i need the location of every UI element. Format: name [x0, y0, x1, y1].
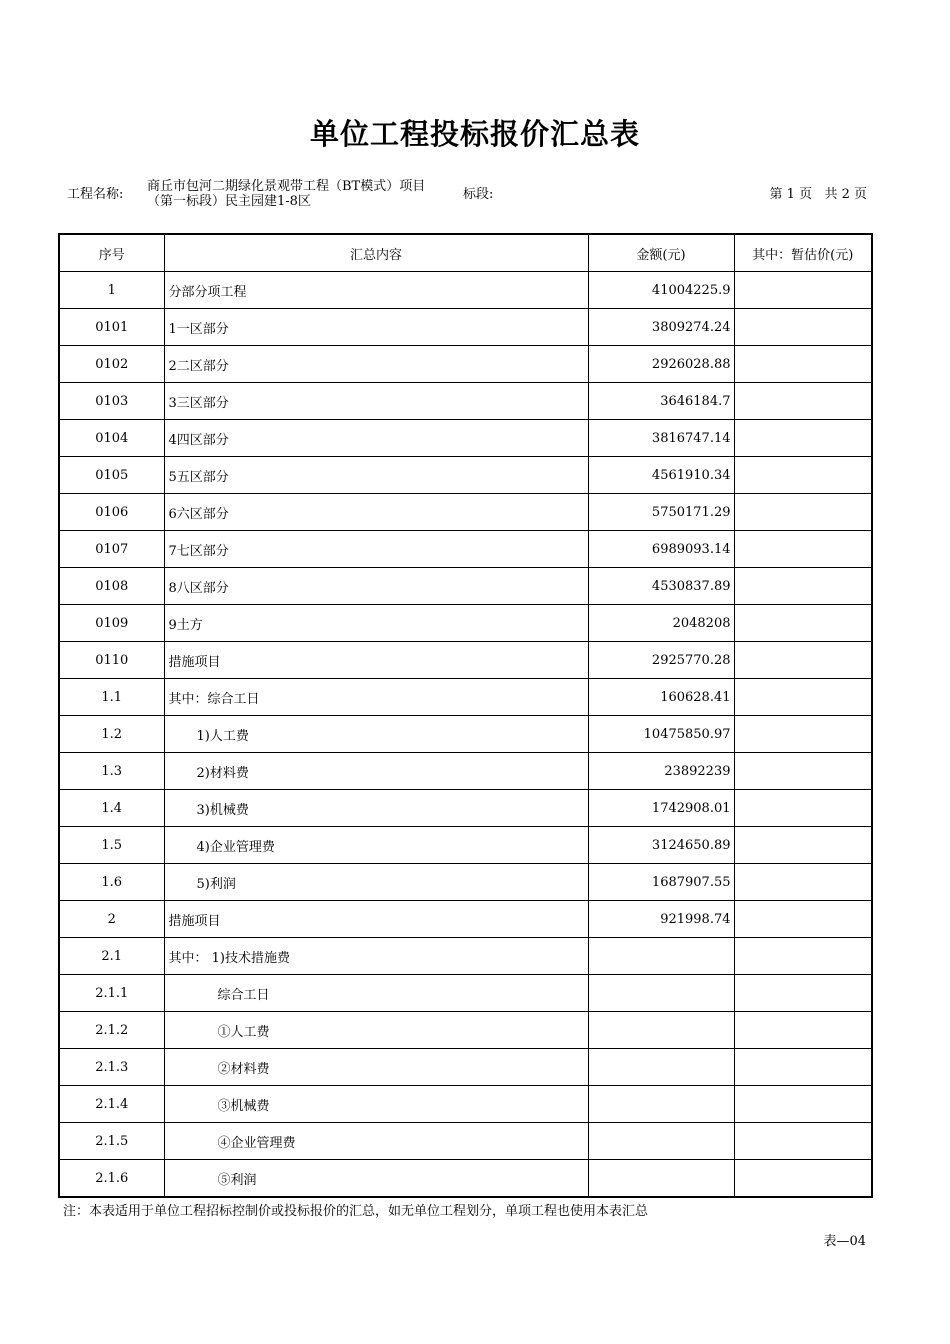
cell-amount [588, 1160, 734, 1198]
cell-seq: 2.1.4 [59, 1086, 164, 1123]
table-row [59, 679, 872, 716]
table-row [59, 827, 872, 864]
cell-amount: 921998.74 [588, 901, 734, 938]
column-header-seq: 序号 [59, 234, 164, 272]
table-row [59, 1160, 872, 1198]
column-header-provisional: 其中：暂估价(元) [734, 234, 872, 272]
cell-amount: 2925770.28 [588, 642, 734, 679]
table-row [59, 605, 872, 642]
cell-content: 4)企业管理费 [164, 827, 588, 864]
cell-seq: 1 [59, 272, 164, 309]
summary-table [58, 233, 873, 1198]
cell-seq: 2.1.2 [59, 1012, 164, 1049]
page-title: 单位工程投标报价汇总表 [309, 117, 640, 151]
cell-provisional [734, 679, 872, 716]
cell-seq: 0106 [59, 494, 164, 531]
cell-content: ⑤利润 [164, 1160, 588, 1198]
cell-content: 6六区部分 [164, 494, 588, 531]
cell-amount [588, 1123, 734, 1160]
cell-amount: 2048208 [588, 605, 734, 642]
cell-provisional [734, 1123, 872, 1160]
table-row [59, 938, 872, 975]
cell-provisional [734, 975, 872, 1012]
column-header-content: 汇总内容 [164, 234, 588, 272]
page-info: 第 1 页 共 2 页 [769, 187, 867, 202]
table-row [59, 420, 872, 457]
table-row [59, 975, 872, 1012]
cell-amount [588, 975, 734, 1012]
cell-seq: 0103 [59, 383, 164, 420]
cell-provisional [734, 568, 872, 605]
cell-provisional [734, 420, 872, 457]
table-row [59, 457, 872, 494]
table-row [59, 568, 872, 605]
cell-seq: 2.1.5 [59, 1123, 164, 1160]
cell-seq: 1.4 [59, 790, 164, 827]
cell-content: 2二区部分 [164, 346, 588, 383]
cell-content: ②材料费 [164, 1049, 588, 1086]
cell-content: 综合工日 [164, 975, 588, 1012]
cell-seq: 2 [59, 901, 164, 938]
table-row [59, 531, 872, 568]
cell-amount: 4561910.34 [588, 457, 734, 494]
cell-amount: 6989093.14 [588, 531, 734, 568]
cell-provisional [734, 827, 872, 864]
cell-amount: 160628.41 [588, 679, 734, 716]
project-name-label: 工程名称: [67, 187, 124, 202]
cell-provisional [734, 901, 872, 938]
table-row [59, 716, 872, 753]
cell-amount: 1687907.55 [588, 864, 734, 901]
table-row [59, 790, 872, 827]
cell-amount: 3809274.24 [588, 309, 734, 346]
cell-provisional [734, 272, 872, 309]
column-header-amount: 金额(元) [588, 234, 734, 272]
cell-seq: 1.1 [59, 679, 164, 716]
cell-content: 3)机械费 [164, 790, 588, 827]
cell-provisional [734, 1160, 872, 1198]
cell-content: 1一区部分 [164, 309, 588, 346]
cell-seq: 0105 [59, 457, 164, 494]
table-row [59, 309, 872, 346]
cell-content: ③机械费 [164, 1086, 588, 1123]
cell-amount [588, 1086, 734, 1123]
cell-provisional [734, 383, 872, 420]
cell-provisional [734, 346, 872, 383]
cell-seq: 0107 [59, 531, 164, 568]
cell-provisional [734, 790, 872, 827]
cell-content: 措施项目 [164, 901, 588, 938]
cell-provisional [734, 309, 872, 346]
table-row [59, 1086, 872, 1123]
cell-content: ①人工费 [164, 1012, 588, 1049]
cell-seq: 0109 [59, 605, 164, 642]
table-row [59, 1049, 872, 1086]
cell-content: 3三区部分 [164, 383, 588, 420]
cell-amount: 1742908.01 [588, 790, 734, 827]
table-row [59, 753, 872, 790]
cell-seq: 1.3 [59, 753, 164, 790]
table-header-row [59, 234, 872, 272]
cell-amount: 5750171.29 [588, 494, 734, 531]
cell-seq: 2.1.6 [59, 1160, 164, 1198]
footnote: 注：本表适用于单位工程招标控制价或投标报价的汇总，如无单位工程划分，单项工程也使用本表汇总 [63, 1204, 649, 1219]
cell-amount: 3816747.14 [588, 420, 734, 457]
cell-content: 8八区部分 [164, 568, 588, 605]
project-name: 商丘市包河二期绿化景观带工程（BT模式）项目（第一标段）民主园建1-8区 [147, 179, 426, 209]
cell-provisional [734, 938, 872, 975]
cell-seq: 1.6 [59, 864, 164, 901]
cell-content: 5五区部分 [164, 457, 588, 494]
cell-provisional [734, 605, 872, 642]
cell-amount: 3124650.89 [588, 827, 734, 864]
cell-provisional [734, 1049, 872, 1086]
cell-seq: 2.1 [59, 938, 164, 975]
table-row [59, 1012, 872, 1049]
table-row [59, 642, 872, 679]
cell-seq: 0108 [59, 568, 164, 605]
form-code: 表—04 [823, 1234, 866, 1249]
cell-amount: 4530837.89 [588, 568, 734, 605]
cell-content: ④企业管理费 [164, 1123, 588, 1160]
cell-amount [588, 1012, 734, 1049]
table-row [59, 494, 872, 531]
cell-amount: 2926028.88 [588, 346, 734, 383]
cell-content: 5)利润 [164, 864, 588, 901]
cell-amount [588, 1049, 734, 1086]
cell-amount: 23892239 [588, 753, 734, 790]
cell-seq: 2.1.1 [59, 975, 164, 1012]
table-row [59, 901, 872, 938]
cell-seq: 0102 [59, 346, 164, 383]
table-row [59, 272, 872, 309]
cell-provisional [734, 457, 872, 494]
cell-seq: 2.1.3 [59, 1049, 164, 1086]
cell-seq: 0101 [59, 309, 164, 346]
cell-seq: 0104 [59, 420, 164, 457]
table-row [59, 864, 872, 901]
cell-content: 其中：综合工日 [164, 679, 588, 716]
table-body [59, 272, 872, 1198]
cell-content: 其中： 1)技术措施费 [164, 938, 588, 975]
cell-content: 4四区部分 [164, 420, 588, 457]
cell-content: 措施项目 [164, 642, 588, 679]
cell-content: 分部分项工程 [164, 272, 588, 309]
cell-amount [588, 938, 734, 975]
cell-seq: 1.2 [59, 716, 164, 753]
table-row [59, 383, 872, 420]
cell-provisional [734, 642, 872, 679]
table-row [59, 346, 872, 383]
cell-provisional [734, 716, 872, 753]
cell-provisional [734, 1012, 872, 1049]
cell-amount: 10475850.97 [588, 716, 734, 753]
cell-provisional [734, 753, 872, 790]
cell-content: 9土方 [164, 605, 588, 642]
cell-seq: 1.5 [59, 827, 164, 864]
cell-amount: 3646184.7 [588, 383, 734, 420]
cell-amount: 41004225.9 [588, 272, 734, 309]
cell-provisional [734, 494, 872, 531]
cell-provisional [734, 531, 872, 568]
cell-seq: 0110 [59, 642, 164, 679]
table-row [59, 1123, 872, 1160]
cell-content: 2)材料费 [164, 753, 588, 790]
cell-content: 7七区部分 [164, 531, 588, 568]
section-label: 标段: [463, 187, 494, 202]
cell-provisional [734, 1086, 872, 1123]
cell-provisional [734, 864, 872, 901]
cell-content: 1)人工费 [164, 716, 588, 753]
